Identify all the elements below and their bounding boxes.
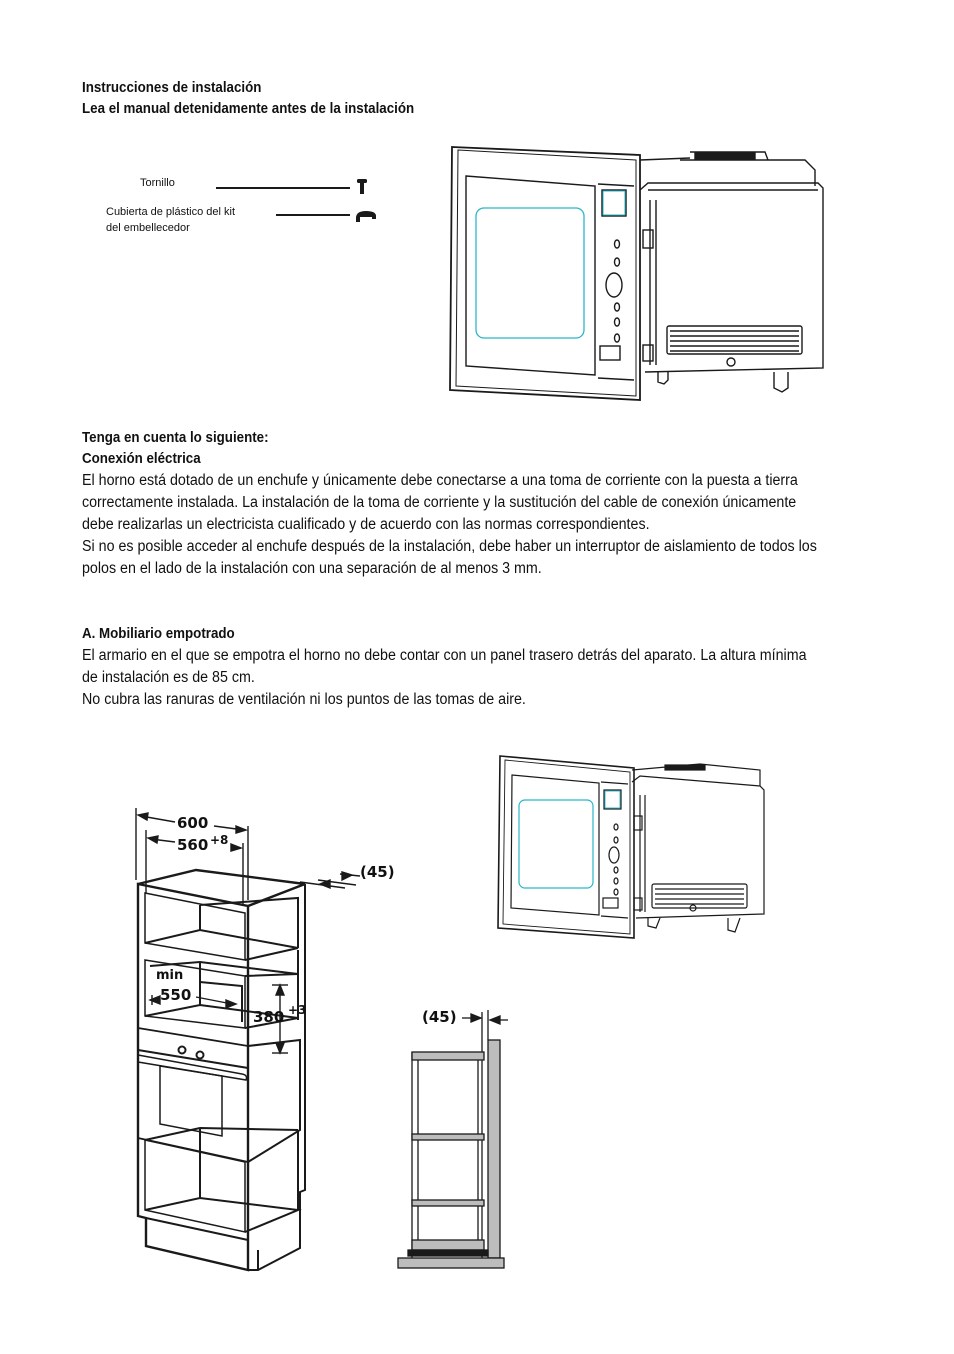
screw-icon: [357, 179, 367, 194]
furniture-line-3: No cubra las ranuras de ventilación ni los puntos de las tomas de aire.: [82, 691, 526, 708]
glass-window: [476, 208, 584, 338]
dim-min-label: min: [156, 968, 184, 983]
dim-height: 380: [253, 1008, 285, 1026]
dim-width-inner: 560: [177, 836, 209, 854]
dim-width-tolerance: +8: [210, 833, 229, 847]
display-window: [603, 191, 625, 215]
electrical-line-2: correctamente instalada. La instalación de la toma de corriente y la sustitución del cable de conexión únicamente: [82, 494, 797, 511]
electrical-line-3: debe realizarlas un electricista cualificado y de acuerdo con las normas correspondientes.: [82, 516, 650, 533]
electrical-line-1: El horno está dotado de un enchufe y únicamente debe conectarse a una toma de corriente con la puesta a tierra: [82, 472, 798, 489]
dim-min-value: 550: [160, 986, 192, 1004]
dim-width-outer: 600: [177, 814, 209, 832]
cover-label-line1: Cubierta de plástico del kit: [106, 206, 236, 218]
page-subtitle: Lea el manual detenidamente antes de la instalación: [82, 101, 415, 117]
notice-heading: Tenga en cuenta lo siguiente:: [82, 430, 269, 446]
furniture-line-2: de instalación es de 85 cm.: [82, 669, 255, 686]
dim-height-tolerance: +3: [288, 1003, 307, 1017]
electrical-heading: Conexión eléctrica: [82, 451, 201, 467]
plastic-cover-icon: [356, 211, 376, 222]
furniture-heading: A. Mobiliario empotrado: [82, 626, 235, 642]
electrical-line-5: polos en el lado de la instalación con una separación de al menos 3 mm.: [82, 560, 542, 577]
screw-label: Tornillo: [140, 177, 175, 189]
cover-label-line2: del embellecedor: [106, 222, 190, 234]
dim-gap-side: (45): [422, 1008, 457, 1026]
page-title: Instrucciones de instalación: [82, 80, 262, 96]
furniture-line-1: El armario en el que se empotra el horno no debe contar con un panel trasero detrás del aparato. La altura mínima: [82, 647, 807, 664]
dim-gap-top: (45): [360, 863, 395, 881]
electrical-line-4: Si no es posible acceder al enchufe después de la instalación, debe haber un interruptor de aislamiento de todos los: [82, 538, 817, 555]
